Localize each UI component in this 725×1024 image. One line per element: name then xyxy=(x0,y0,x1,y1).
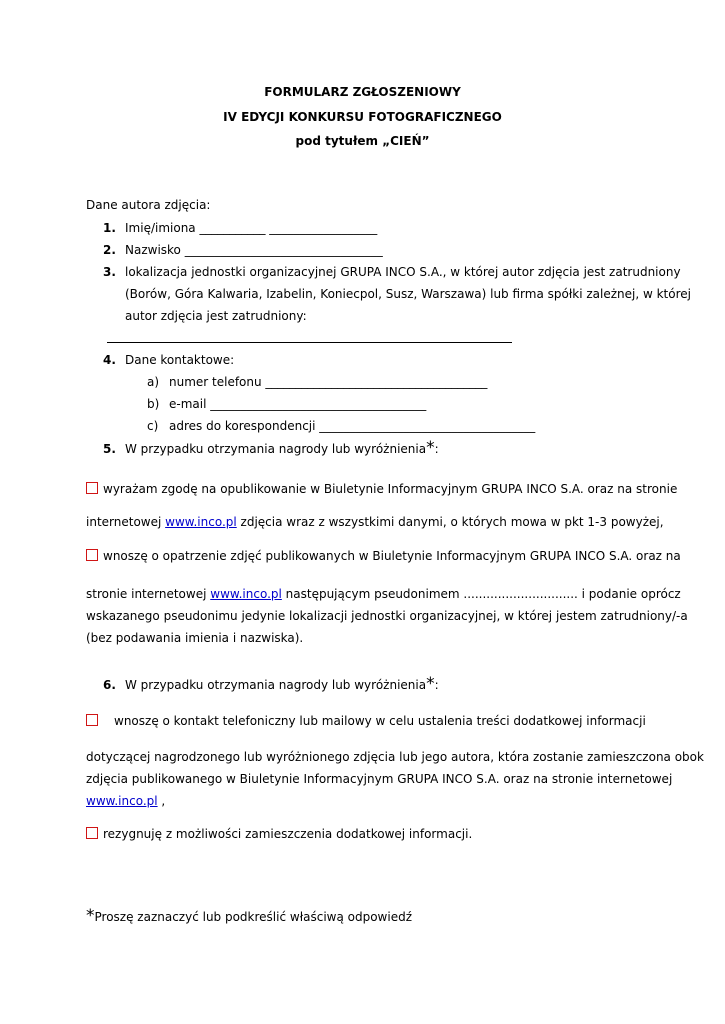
publish-consent-option[interactable]: wyrażam zgodę na opublikowanie w Biuletynie Informacyjnym GRUPA INCO S.A. oraz na stronie xyxy=(86,482,638,496)
location-input-line[interactable] xyxy=(107,342,512,343)
publish-consent-line-2: internetowej www.inco.pl zdjęcia wraz z wszystkimi danymi, o których mowa w pkt 1-3 powyżej, xyxy=(86,515,664,529)
item-3-number: 3. xyxy=(103,265,116,279)
checkbox-icon[interactable] xyxy=(86,714,98,726)
contact-line-3: zdjęcia publikowanego w Biuletynie Informacyjnym GRUPA INCO S.A. oraz na stronie internetowej xyxy=(86,772,673,786)
asterisk-mark: * xyxy=(426,674,435,694)
item-6-number: 6. xyxy=(103,678,116,692)
location-text-line-1: lokalizacja jednostki organizacyjnej GRUPA INCO S.A., w której autor zdjęcia jest zatrudniony xyxy=(125,265,681,279)
last-name-field[interactable]: Nazwisko _________________________________ xyxy=(125,243,383,257)
item-1-number: 1. xyxy=(103,221,116,235)
address-field[interactable]: adres do korespondencji ____________________________________ xyxy=(169,419,536,433)
contact-option[interactable]: wnoszę o kontakt telefoniczny lub mailowy w celu ustalenia treści dodatkowej informacji xyxy=(86,714,638,728)
checkbox-icon[interactable] xyxy=(86,827,98,839)
item-6-heading: W przypadku otrzymania nagrody lub wyróżnienia*: xyxy=(125,674,439,694)
form-title: FORMULARZ ZGŁOSZENIOWY xyxy=(264,85,461,99)
email-field[interactable]: e-mail ____________________________________ xyxy=(169,397,427,411)
item-5-number: 5. xyxy=(103,442,116,456)
form-subtitle: IV EDYCJI KONKURSU FOTOGRAFICZNEGO xyxy=(223,110,502,124)
item-4c-letter: c) xyxy=(147,419,159,433)
asterisk-mark: * xyxy=(426,438,435,458)
pseudonym-line-4: (bez podawania imienia i nazwiska). xyxy=(86,631,304,645)
contact-line-4: www.inco.pl , xyxy=(86,794,166,808)
item-4b-letter: b) xyxy=(147,397,160,411)
contact-heading: Dane kontaktowe: xyxy=(125,353,235,367)
phone-field[interactable]: numer telefonu _____________________________________ xyxy=(169,375,488,389)
decline-option[interactable]: rezygnuję z możliwości zamieszczenia dodatkowej informacji. xyxy=(86,827,472,841)
inco-link[interactable]: www.inco.pl xyxy=(210,587,282,601)
item-2-number: 2. xyxy=(103,243,116,257)
inco-link[interactable]: www.inco.pl xyxy=(86,794,158,808)
location-text-line-3: autor zdjęcia jest zatrudniony: xyxy=(125,309,307,323)
asterisk-mark: * xyxy=(86,906,95,926)
author-section-heading: Dane autora zdjęcia: xyxy=(86,198,211,212)
pseudonym-line-3: wskazanego pseudonimu jedynie lokalizacji jednostki organizacyjnej, w której jestem zatrudniony/-a xyxy=(86,609,688,623)
form-contest-name: pod tytułem „CIEŃ” xyxy=(295,134,430,148)
checkbox-icon[interactable] xyxy=(86,482,98,494)
checkbox-icon[interactable] xyxy=(86,549,98,561)
first-name-field[interactable]: Imię/imiona ___________ __________________ xyxy=(125,221,378,235)
pseudonym-option[interactable]: wnoszę o opatrzenie zdjęć publikowanych w Biuletynie Informacyjnym GRUPA INCO S.A. oraz na xyxy=(86,549,638,563)
item-5-heading: W przypadku otrzymania nagrody lub wyróżnienia*: xyxy=(125,438,439,458)
item-4-number: 4. xyxy=(103,353,116,367)
inco-link[interactable]: www.inco.pl xyxy=(165,515,237,529)
item-4a-letter: a) xyxy=(147,375,160,389)
footnote: *Proszę zaznaczyć lub podkreślić właściwą odpowiedź xyxy=(86,906,412,926)
pseudonym-line-2: stronie internetowej www.inco.pl następującym pseudonimem .............................. i podanie oprócz xyxy=(86,587,681,601)
contact-line-2: dotyczącej nagrodzonego lub wyróżnionego zdjęcia lub jego autora, która zostanie zamieszczona obok xyxy=(86,750,704,764)
location-text-line-2: (Borów, Góra Kalwaria, Izabelin, Koniecpol, Susz, Warszawa) lub firma spółki zależnej, w której xyxy=(125,287,691,301)
